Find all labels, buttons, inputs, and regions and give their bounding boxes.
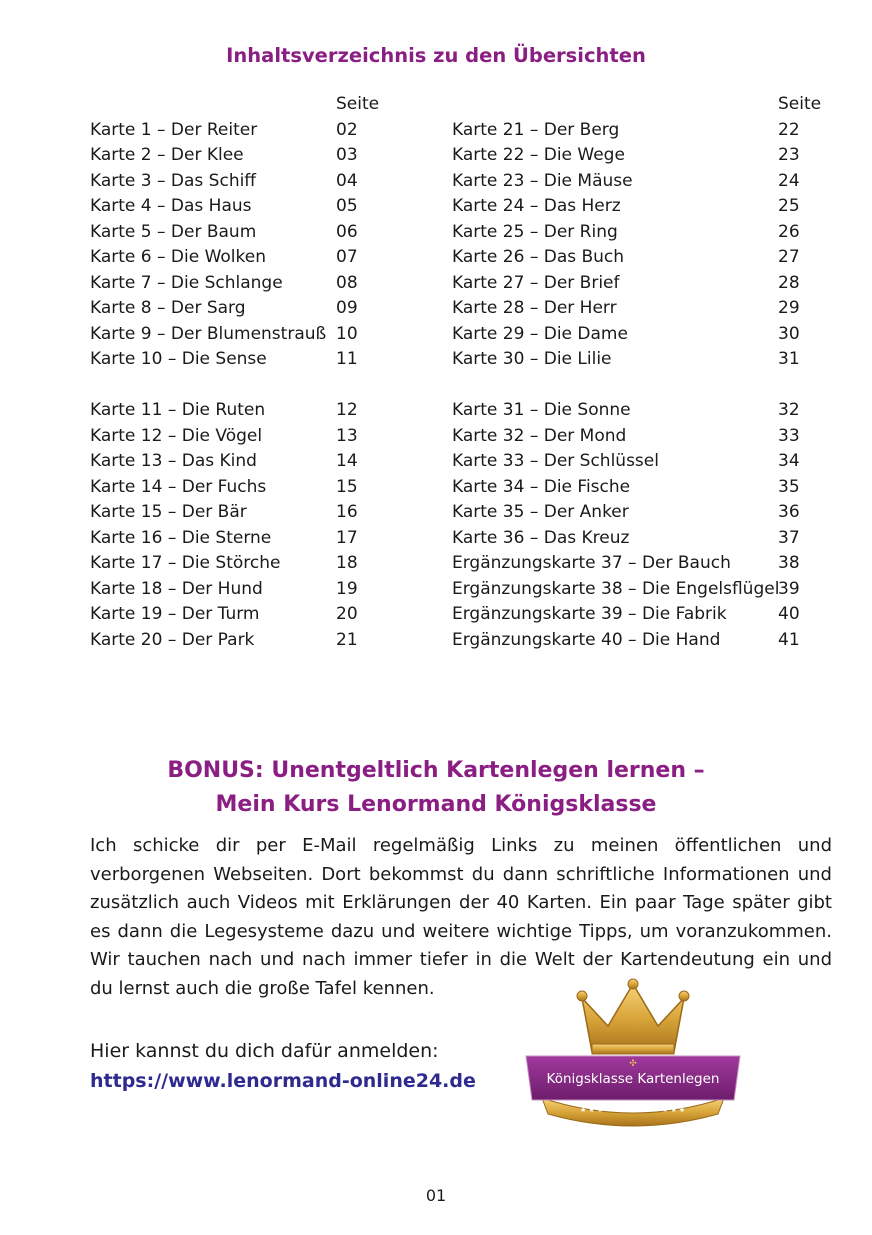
toc-entry[interactable]	[452, 551, 832, 577]
toc-entry-page: 13	[336, 425, 358, 446]
toc-entry-title: Karte 33 – Der Schlüssel	[452, 451, 659, 471]
toc-entry[interactable]	[452, 398, 832, 424]
toc-entry-page: 09	[336, 298, 358, 318]
toc-entry-title: Karte 24 – Das Herz	[452, 196, 621, 216]
toc-entry-title: Ergänzungskarte 39 – Die Fabrik	[452, 604, 727, 624]
signup-text: Hier kannst du dich dafür anmelden:	[90, 1040, 439, 1062]
toc-entry-page: 07	[336, 247, 358, 267]
toc-entry[interactable]	[452, 500, 832, 526]
svg-text:★ ★ ★: ★ ★ ★	[662, 1106, 686, 1114]
toc-entry[interactable]	[90, 398, 390, 424]
toc-entry-title: Karte 31 – Die Sonne	[452, 400, 631, 420]
bonus-paragraph: Ich schicke dir per E-Mail regelmäßig Links zu meinen öffentlichen und verborgenen Webseiten. Dort bekommst du dann schriftliche Informationen und zusätzlich auch Videos mit Erklärungen der 40 Karten. Ein paar Tage später gibt es dann die Legesysteme dazu und weitere wichtige Tipps, um voranzukommen. Wir tauchen nach und nach immer tiefer in die Welt der Kartendeutung ein und du lernst auch die große Tafel kennen.	[90, 835, 832, 999]
toc-entry-title: Karte 1 – Der Reiter	[90, 119, 258, 140]
toc-entry[interactable]	[90, 602, 390, 628]
toc-entry[interactable]	[90, 169, 390, 195]
toc-entry[interactable]	[452, 296, 832, 322]
bonus-heading	[0, 754, 872, 822]
toc-entry[interactable]	[90, 347, 390, 373]
toc-entry-title: Karte 2 – Der Klee	[90, 145, 244, 165]
toc-entry-page: 16	[336, 502, 358, 522]
toc-entry[interactable]	[90, 296, 390, 322]
bonus-heading-line2: Mein Kurs Lenormand Königsklasse	[215, 792, 657, 817]
toc-entry-title: Karte 8 – Der Sarg	[90, 298, 246, 318]
toc-entry[interactable]	[90, 220, 390, 246]
toc-entry-page: 17	[336, 527, 358, 548]
toc-entry-page: 19	[336, 578, 358, 599]
toc-entry-page: 40	[778, 604, 800, 624]
toc-entry-page: 25	[778, 196, 800, 216]
toc-entry-page: 31	[778, 349, 800, 369]
toc-entry-page: 41	[778, 629, 800, 650]
page-column-header: Seite	[336, 94, 380, 114]
toc-entry[interactable]	[452, 602, 832, 628]
toc-entry[interactable]	[452, 526, 832, 552]
toc-entry-page: 21	[336, 629, 358, 650]
toc-entry[interactable]	[452, 347, 832, 373]
toc-entry[interactable]	[452, 424, 832, 450]
toc-entry-page: 02	[336, 119, 358, 140]
toc-entry-title: Karte 9 – Der Blumenstrauß	[90, 323, 327, 344]
toc-entry-page: 29	[778, 298, 800, 318]
toc-entry[interactable]	[452, 628, 832, 654]
toc-entry-title: Karte 30 – Die Lilie	[452, 349, 612, 369]
toc-entry-page: 28	[778, 272, 800, 293]
toc-entry-page: 30	[778, 323, 800, 344]
toc-entry-page: 12	[336, 400, 358, 420]
toc-entry[interactable]	[90, 245, 390, 271]
toc-entry-title: Karte 27 – Der Brief	[452, 272, 620, 293]
toc-entry-page: 33	[778, 425, 800, 446]
toc-entry-title: Karte 29 – Die Dame	[452, 323, 628, 344]
toc-entry-title: Karte 20 – Der Park	[90, 629, 255, 650]
toc-entry-page: 05	[336, 196, 358, 216]
toc-entry-title: Karte 5 – Der Baum	[90, 221, 257, 242]
toc-entry-page: 35	[778, 476, 800, 497]
toc-entry[interactable]	[90, 475, 390, 501]
badge-label: Königsklasse Kartenlegen	[546, 1071, 720, 1087]
toc-entry-page: 08	[336, 272, 358, 293]
koenigsklasse-badge[interactable]	[522, 978, 744, 1130]
toc-entry-title: Karte 13 – Das Kind	[90, 451, 257, 471]
toc-entry[interactable]	[90, 500, 390, 526]
section-gap	[90, 373, 390, 399]
toc-entry[interactable]	[452, 245, 832, 271]
toc-entry[interactable]	[90, 424, 390, 450]
toc-entry-title: Karte 26 – Das Buch	[452, 247, 625, 267]
page-title: Inhaltsverzeichnis zu den Übersichten	[226, 44, 646, 67]
toc-entry-page: 38	[778, 553, 800, 573]
toc-entry-page: 06	[336, 221, 358, 242]
toc-entry-title: Karte 35 – Der Anker	[452, 502, 629, 522]
toc-entry-title: Karte 7 – Die Schlange	[90, 272, 283, 293]
toc-entry-page: 03	[336, 145, 358, 165]
svg-text:✣: ✣	[629, 1059, 637, 1069]
toc-entry-title: Karte 17 – Die Störche	[90, 553, 281, 573]
toc-entry[interactable]	[90, 118, 390, 144]
page-column-header: Seite	[778, 94, 822, 114]
toc-entry[interactable]	[452, 169, 832, 195]
toc-entry-title: Ergänzungskarte 37 – Der Bauch	[452, 553, 731, 573]
section-gap	[452, 373, 832, 399]
toc-entry-page: 27	[778, 247, 800, 267]
toc-entry-page: 15	[336, 476, 358, 497]
toc-entry-title: Karte 3 – Das Schiff	[90, 170, 257, 191]
toc-entry[interactable]	[90, 271, 390, 297]
toc-entry-title: Karte 18 – Der Hund	[90, 578, 263, 599]
toc-entry-title: Karte 34 – Die Fische	[452, 476, 631, 497]
toc-entry-title: Karte 10 – Die Sense	[90, 349, 267, 369]
toc-entry-page: 39	[778, 578, 800, 599]
toc-right-column	[452, 92, 832, 653]
toc-entry[interactable]	[452, 577, 832, 603]
toc-entry-page: 14	[336, 451, 358, 471]
toc-entry[interactable]	[90, 322, 390, 348]
toc-entry[interactable]	[452, 118, 832, 144]
toc-entry[interactable]	[90, 143, 390, 169]
toc-entry-page: 36	[778, 502, 800, 522]
toc-entry-title: Karte 16 – Die Sterne	[90, 527, 272, 548]
toc-entry-page: 32	[778, 400, 800, 420]
toc-entry-page: 10	[336, 323, 358, 344]
toc-entry[interactable]	[90, 577, 390, 603]
signup-link[interactable]: https://www.lenormand-online24.de	[90, 1070, 476, 1092]
toc-entry-title: Karte 4 – Das Haus	[90, 196, 252, 216]
toc-entry-title: Karte 21 – Der Berg	[452, 119, 620, 140]
toc-entry[interactable]	[90, 551, 390, 577]
toc-entry[interactable]	[90, 526, 390, 552]
toc-entry-page: 26	[778, 221, 800, 242]
toc-entry[interactable]	[90, 628, 390, 654]
signup-block	[90, 1036, 476, 1096]
toc-entry-title: Karte 22 – Die Wege	[452, 145, 625, 165]
toc-entry-title: Karte 36 – Das Kreuz	[452, 527, 630, 548]
toc-entry[interactable]	[452, 271, 832, 297]
crown-banner-icon	[522, 978, 744, 1130]
toc-entry[interactable]	[90, 449, 390, 475]
toc-entry[interactable]	[452, 322, 832, 348]
toc-entry-page: 23	[778, 145, 800, 165]
svg-text:★ ★ ★: ★ ★ ★	[580, 1106, 604, 1114]
toc-entry[interactable]	[452, 194, 832, 220]
toc-entry[interactable]	[452, 143, 832, 169]
toc-entry-page: 18	[336, 553, 358, 573]
page-number: 01	[425, 1186, 447, 1205]
toc-entry-page: 04	[336, 170, 358, 191]
toc-entry-title: Karte 25 – Der Ring	[452, 221, 618, 242]
toc-entry-page: 22	[778, 119, 800, 140]
toc-entry-page: 34	[778, 451, 800, 471]
toc-entry-title: Ergänzungskarte 38 – Die Engelsflügel	[452, 578, 780, 599]
bonus-heading-line1: BONUS: Unentgeltlich Kartenlegen lernen –	[167, 758, 705, 783]
toc-entry-title: Karte 15 – Der Bär	[90, 502, 247, 522]
toc-entry[interactable]	[452, 220, 832, 246]
toc-entry-page: 20	[336, 604, 358, 624]
toc-entry[interactable]	[452, 475, 832, 501]
toc-entry-title: Karte 19 – Der Turm	[90, 604, 260, 624]
toc-left-column	[90, 92, 390, 653]
toc-entry-page: 11	[336, 349, 358, 369]
toc-entry-title: Karte 14 – Der Fuchs	[90, 476, 267, 497]
toc-entry-title: Karte 28 – Der Herr	[452, 298, 617, 318]
toc-entry[interactable]	[452, 449, 832, 475]
toc-entry-title: Karte 6 – Die Wolken	[90, 247, 266, 267]
toc-entry-page: 37	[778, 527, 800, 548]
toc-entry-title: Karte 11 – Die Ruten	[90, 400, 266, 420]
toc-entry[interactable]	[90, 194, 390, 220]
toc-entry-page: 24	[778, 170, 800, 191]
toc-entry-title: Karte 12 – Die Vögel	[90, 425, 263, 446]
toc-entry-title: Karte 32 – Der Mond	[452, 425, 627, 446]
toc-entry-title: Ergänzungskarte 40 – Die Hand	[452, 629, 721, 650]
toc-entry-title: Karte 23 – Die Mäuse	[452, 170, 633, 191]
